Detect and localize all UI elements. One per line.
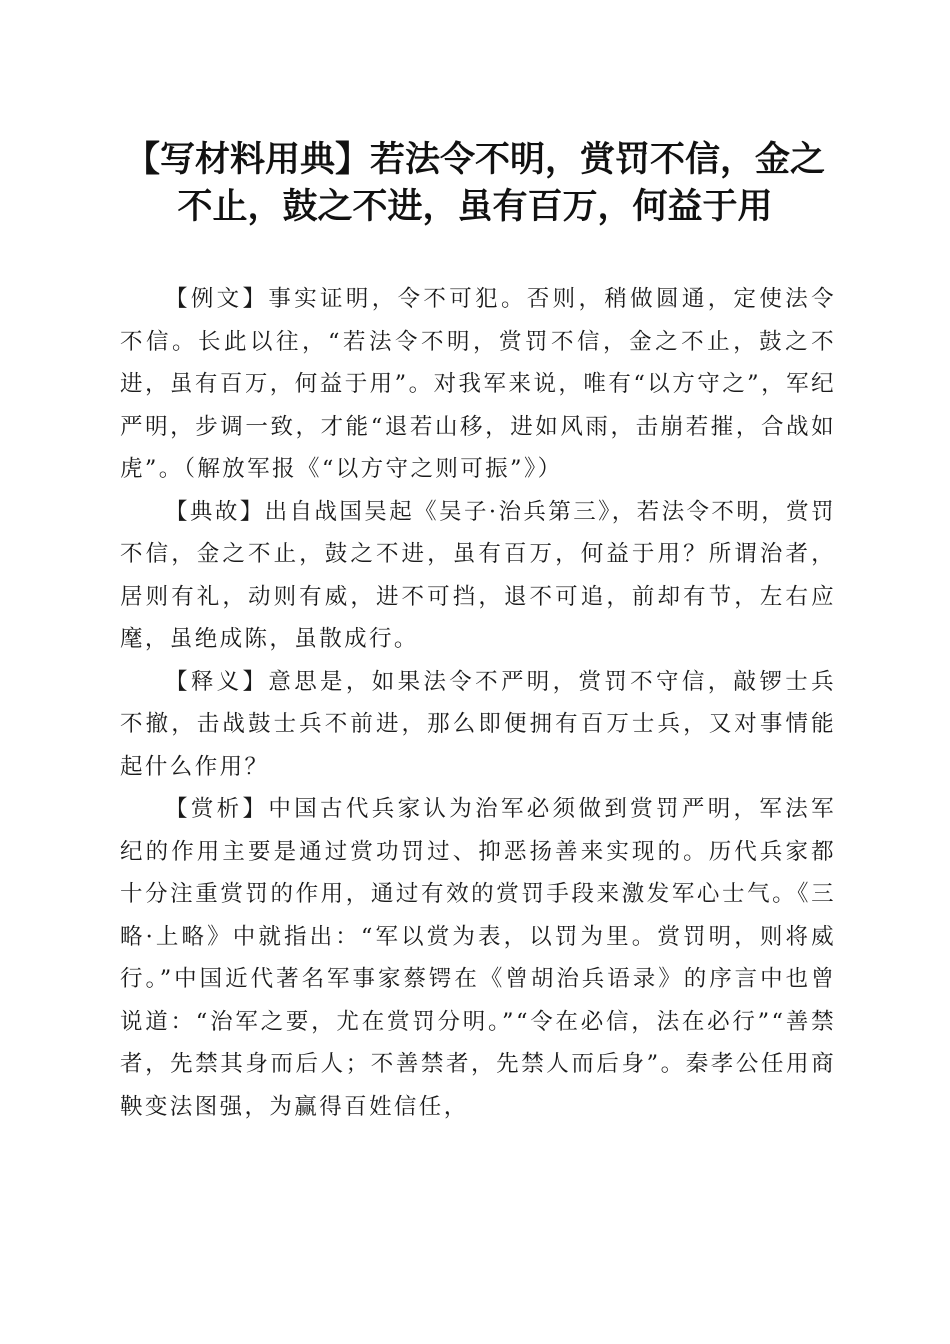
paragraph-text: 事实证明，令不可犯。否则，稍做圆通，定使法令不信。长此以往，“若法令不明，赏罚不信，金之不止，鼓之不进，虽有百万，何益于用”。对我军来说，唯有“以方守之”，军纪严明，步调一致，才能“退若山移，进如风雨，击崩若摧，合战如虎”。（解放军报《“以方守之则可振”》） xyxy=(120,286,836,482)
paragraph-allusion xyxy=(120,491,836,661)
paragraph-label: 【典故】 xyxy=(165,498,265,525)
paragraph-text: 意思是，如果法令不严明，赏罚不守信，敲锣士兵不撤，击战鼓士兵不前进，那么即便拥有百万士兵，又对事情能起什么作用？ xyxy=(120,668,836,780)
paragraph-analysis xyxy=(120,788,836,1128)
paragraph-label: 【例文】 xyxy=(165,286,269,312)
paragraph-text: 出自战国吴起《吴子·治兵第三》，若法令不明，赏罚不信，金之不止，鼓之不进，虽有百万，何益于用？所谓治者，居则有礼，动则有威，进不可挡，退不可追，前却有节，左右应麾，虽绝成陈，虽散成行。 xyxy=(120,498,836,652)
paragraph-label: 【释义】 xyxy=(165,668,269,695)
paragraph-example xyxy=(120,278,836,491)
paragraph-label: 【赏析】 xyxy=(165,796,269,822)
document-body xyxy=(120,278,836,1128)
paragraph-text: 中国古代兵家认为治军必须做到赏罚严明，军法军纪的作用主要是通过赏功罚过、抑恶扬善来实现的。历代兵家都十分注重赏罚的作用，通过有效的赏罚手段来激发军心士气。《三略·上略》中就指出：“军以赏为表，以罚为里。赏罚明，则将威行。”中国近代著名军事家蔡锷在《曾胡治兵语录》的序言中也曾说道：“治军之要，尤在赏罚分明。”“令在必信，法在必行”“善禁者，先禁其身而后人；不善禁者，先禁人而后身”。秦孝公任用商鞅变法图强，为赢得百姓信任， xyxy=(120,796,836,1120)
paragraph-meaning xyxy=(120,661,836,789)
document-title: 【写材料用典】若法令不明，赏罚不信，金之不止，鼓之不进，虽有百万，何益于用 xyxy=(124,139,825,227)
